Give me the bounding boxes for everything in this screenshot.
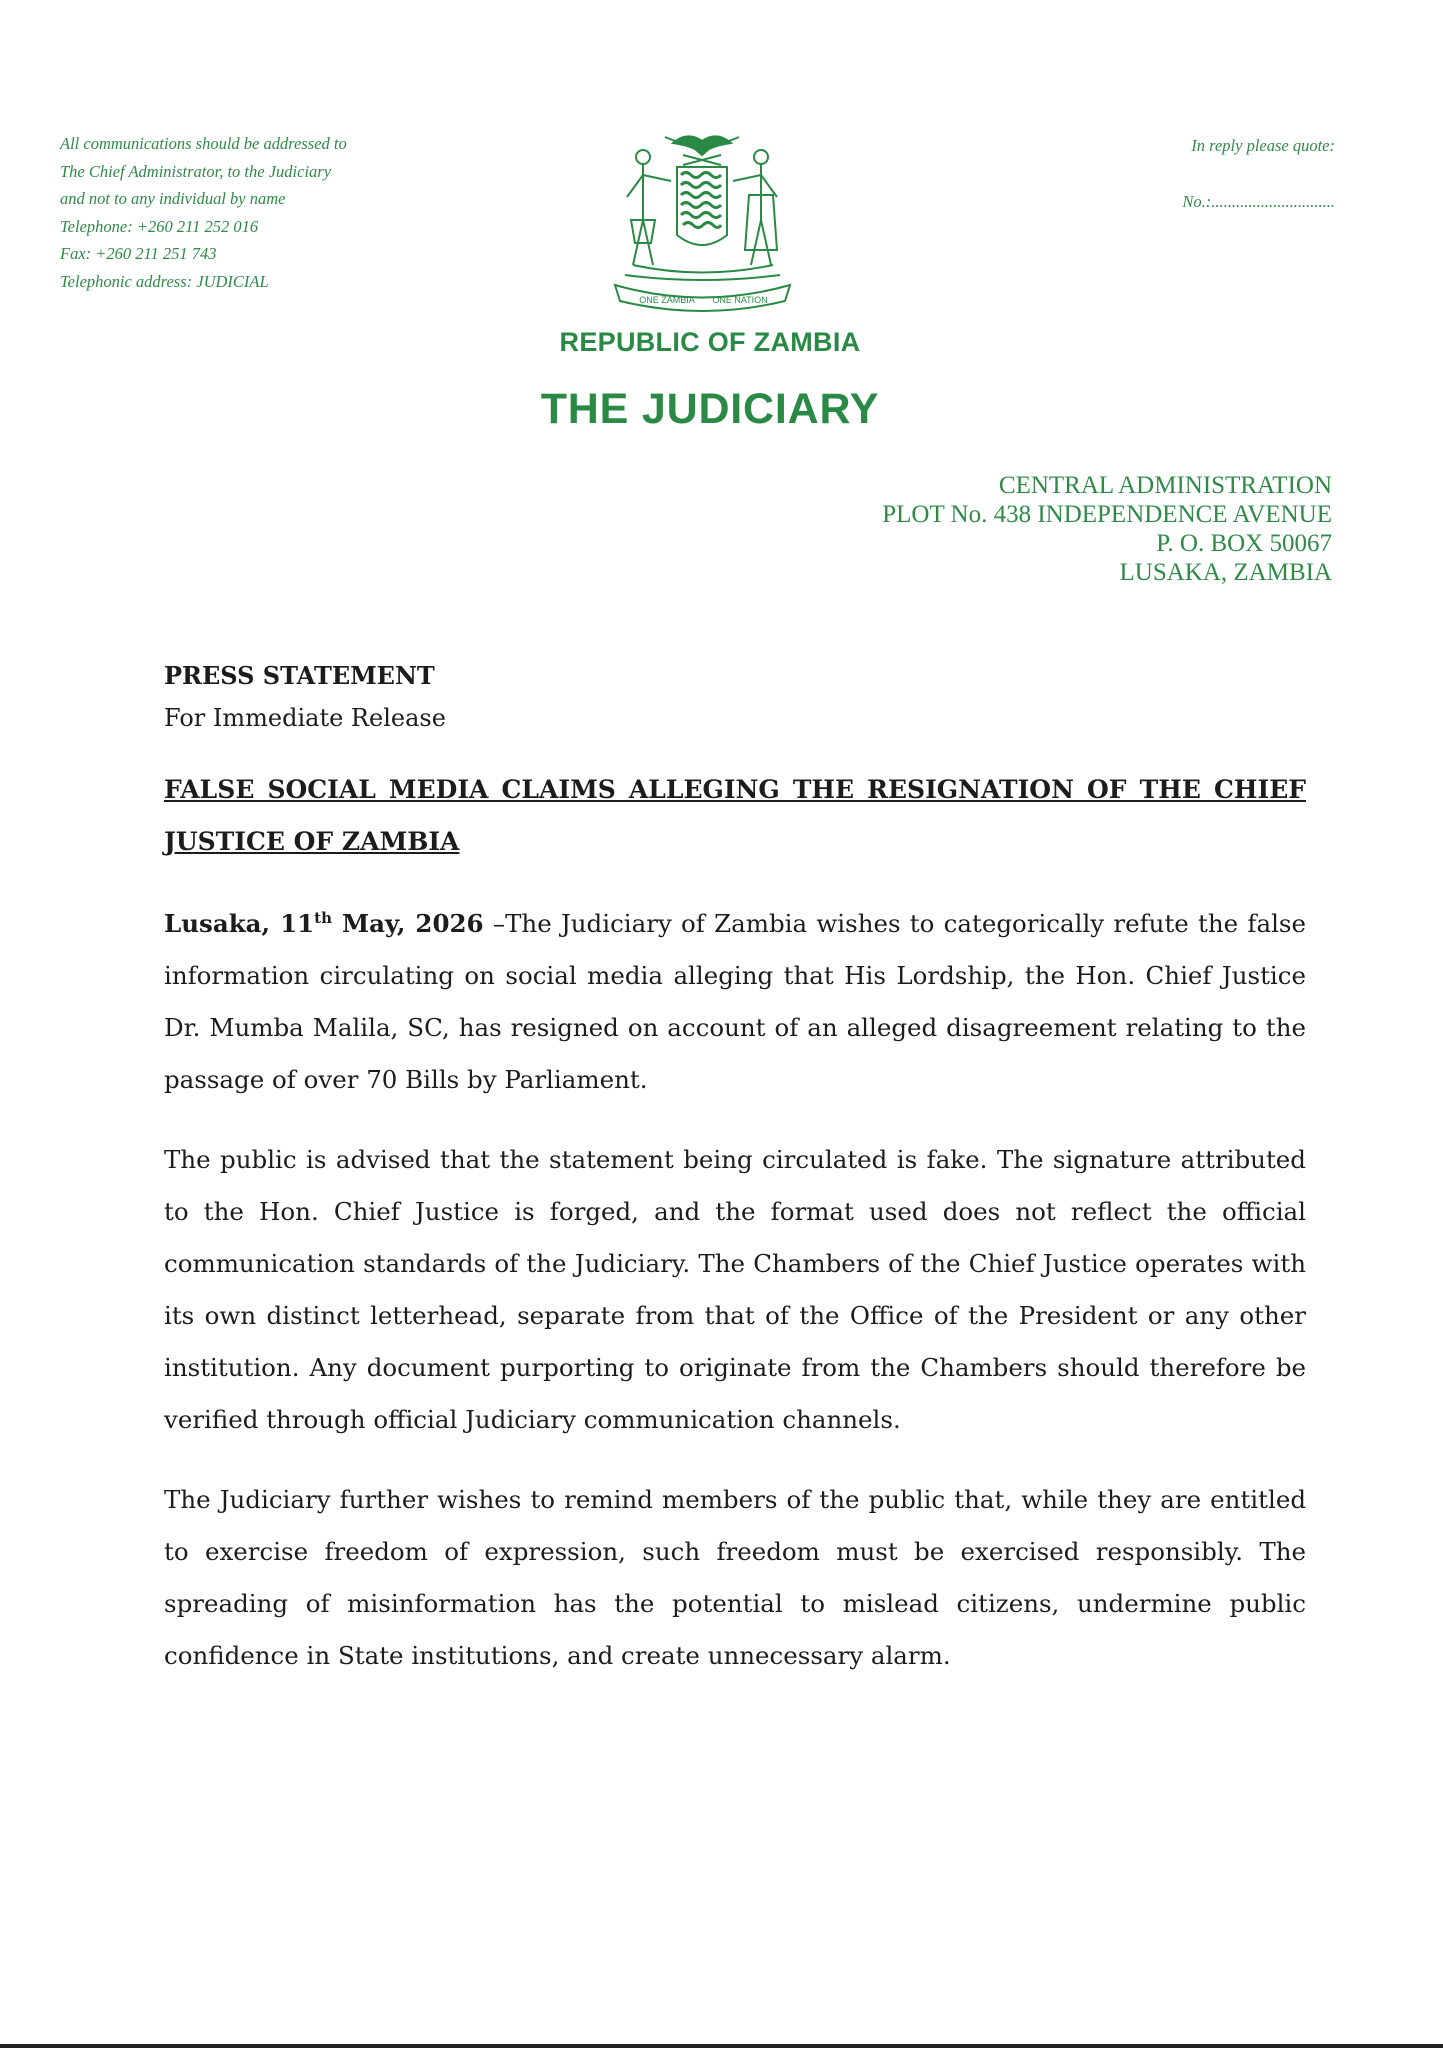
paragraph-1-text: –The Judiciary of Zambia wishes to categorically refute the false information circulating on social media alleging that His Lordship, the Hon. Chief Justice Dr. Mumba Malila, SC, has resigned on account of an alleged disagreement relating to the passage of over 70 Bills by Parliament.: [164, 909, 1306, 1094]
dateline-rest: May, 2026: [332, 909, 484, 938]
coat-of-arms-icon: [605, 125, 800, 315]
contact-line: Telephonic address: JUDICIAL: [60, 271, 269, 291]
contact-line: The Chief Administrator, to the Judiciary: [60, 161, 332, 181]
reply-block: [1000, 118, 1335, 230]
paragraph-3: The Judiciary further wishes to remind members of the public that, while they are entitled to exercise freedom of expression, such freedom must be exercised responsibly. The spreading of misinformation has the potential to mislead citizens, undermine public confidence in State institutions, and create unnecessary alarm.: [164, 1485, 1306, 1670]
contact-line: Fax: +260 211 251 743: [60, 244, 217, 263]
postal-address: [882, 471, 1332, 587]
contact-block: [60, 130, 440, 295]
motto-left: ONE ZAMBIA: [639, 295, 695, 305]
scan-edge: [0, 2044, 1443, 2048]
paragraph-1: [164, 898, 1306, 1106]
address-line: P. O. BOX 50067: [1156, 530, 1332, 557]
paragraph-2: The public is advised that the statement being circulated is fake. The signature attributed to the Hon. Chief Justice is forged, and the format used does not reflect the official communication standards of the Judiciary. The Chambers of the Chief Justice operates with its own distinct letterhead, separate from that of the Office of the President or any other institution. Any document purporting to originate from the Chambers should therefore be verified through official Judiciary communication channels.: [164, 1145, 1306, 1434]
dateline-sup: th: [314, 908, 333, 927]
reply-number: No.:..............................: [1182, 192, 1335, 211]
contact-line: All communications should be addressed to: [60, 134, 347, 153]
address-line: CENTRAL ADMINISTRATION: [998, 472, 1332, 499]
statement-body: [164, 660, 1306, 1682]
address-line: PLOT No. 438 INDEPENDENCE AVENUE: [882, 501, 1332, 528]
address-line: LUSAKA, ZAMBIA: [1119, 559, 1332, 586]
republic-title: REPUBLIC OF ZAMBIA: [559, 327, 861, 357]
dateline-place: Lusaka, 11: [164, 909, 315, 938]
reply-quote: In reply please quote:: [1191, 136, 1335, 155]
contact-line: Telephone: +260 211 252 016: [60, 216, 259, 236]
headline: FALSE SOCIAL MEDIA CLAIMS ALLEGING THE RESIGNATION OF THE CHIEF JUSTICE OF ZAMBIA: [164, 775, 1306, 856]
release-note: For Immediate Release: [164, 704, 446, 732]
press-statement-heading: PRESS STATEMENT: [164, 661, 435, 690]
judiciary-title: THE JUDICIARY: [540, 385, 880, 433]
contact-line: and not to any individual by name: [60, 189, 286, 208]
motto-right: ONE NATION: [712, 295, 768, 305]
